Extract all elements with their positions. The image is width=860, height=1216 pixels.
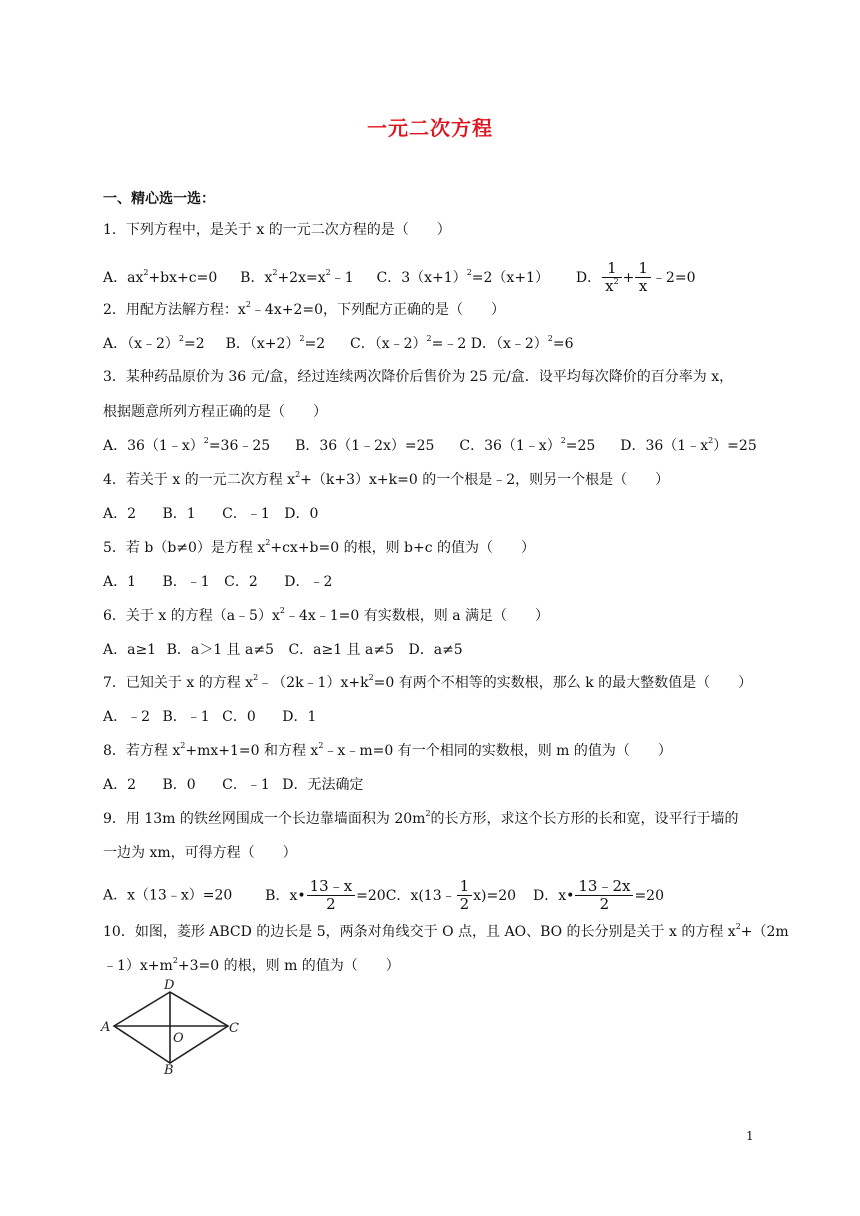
q6-option-c: C．a≥1 且 a≠5 <box>288 642 395 658</box>
rhombus-figure <box>100 975 242 1075</box>
q6-stem: 6．关于 x 的方程$(a﹣5)x^2﹣4x﹣1=0$ 有实数根，则 a 满足（ ） <box>103 606 549 624</box>
q8-stem: 8．若方程 $x^2+mx+1=0$ 和方程 $x^2﹣x﹣m=0$ 有一个相同的实数根，则 m 的值为（ ） <box>103 741 672 759</box>
q7-option-b: B．﹣1 <box>162 709 210 725</box>
vertex-label-d: D <box>164 978 175 993</box>
q3-options <box>103 436 757 456</box>
q10-stem-line2: $﹣1)x+m^2+3=0$ 的根，则 m 的值为（ ） <box>103 956 400 974</box>
fraction: $\frac{1}{x}$ <box>635 260 651 295</box>
q4-stem: 4．若关于 x 的一元二次方程 $x^2+(k+3)x+k=0$ 的一个根是﹣2，则另一个根是（ ） <box>103 470 670 488</box>
q7-stem: 7．已知关于 x 的方程 $x^2﹣(2k﹣1)x+k^2=0$ 有两个不相等的实数根，那么 k 的最大整数值是（ ） <box>103 673 753 691</box>
page-title: 一元二次方程 <box>367 116 493 140</box>
q3-stem-line2: 根据题意所列方程正确的是（ ） <box>103 404 327 420</box>
page-number: 1 <box>746 1129 754 1143</box>
q1-option-c: C．$3(x+1)^2=2(x+1)$ <box>376 267 549 286</box>
q5-option-d: D．﹣2 <box>284 574 333 590</box>
q9-option-d: D．x• $\frac{13﹣2x}{2}$ =20 <box>532 877 664 913</box>
q3-option-b: B．36（1﹣2x）=25 <box>295 438 435 454</box>
q5-option-b: B．﹣1 <box>162 574 210 590</box>
q3-option-d: D．$36(1﹣x^2)=25$ <box>620 436 757 454</box>
q10-stem-line1: 10．如图，菱形 ABCD 的边长是 5，两条对角线交于 O 点，且 AO、BO 的长分别是关于 x 的方程 $x^2+(2m$ <box>103 922 789 940</box>
q2-option-b: B．$(x+2)^2=2$ <box>225 334 326 352</box>
q7-options <box>103 707 316 727</box>
fraction: $\frac{1}{x^2}$ <box>602 260 622 295</box>
q4-options <box>103 504 318 524</box>
vertex-label-c: C <box>229 1021 239 1036</box>
q8-option-b: B．0 <box>162 777 196 793</box>
q3-option-c: C．36（1﹣x）$^2$=25 <box>459 436 596 454</box>
q1-option-d: D． $\frac{1}{x^2}$ + $\frac{1}{x}$ ﹣2=0 <box>575 259 696 295</box>
center-label-o: O <box>173 1031 184 1046</box>
q9-stem-line2: 一边为 xm，可得方程（ ） <box>103 845 297 861</box>
q7-option-c: C．0 <box>222 709 256 725</box>
vertex-label-a: A <box>101 1020 111 1035</box>
q1-option-b: B．$x^2+2x=x^2﹣1$ <box>240 267 354 286</box>
q4-option-d: D．0 <box>284 506 319 522</box>
q2-stem: 2．用配方法解方程：$x^2﹣4x+2=0$，下列配方正确的是（ ） <box>103 300 505 318</box>
q8-option-d: D．无法确定 <box>282 777 364 793</box>
q9-stem-line1: 9．用 13m 的铁丝网围成一个长边靠墙面积为 $20m^2$的长方形，求这个长方形的长和宽，设平行于墙的 <box>103 809 739 827</box>
q6-option-b: B．a＞1 且 a≠5 <box>166 642 274 658</box>
q1-option-a: A．$ax^2+bx+c=0$ <box>103 267 218 286</box>
q9-option-b: B．x• $\frac{13﹣x}{2}$ =20 <box>265 877 386 913</box>
q5-stem: 5．若 b（b≠0）是方程 $x^2+cx+b=0$ 的根，则 b+c 的值为（ ） <box>103 538 536 556</box>
q4-option-c: C．﹣1 <box>222 506 270 522</box>
q6-option-a: A．a≥1 <box>103 642 157 658</box>
q6-options <box>103 640 463 660</box>
q3-stem-line1: 3．某种药品原价为 36 元/盒，经过连续两次降价后售价为 25 元/盒．设平均每次降价的百分率为 x， <box>103 369 734 385</box>
q6-option-d: D．a≠5 <box>408 642 463 658</box>
section-heading: 一、精心选一选： <box>103 191 215 207</box>
q2-options <box>103 334 574 354</box>
q9-option-c: C．x(13﹣ $\frac{1}{2}$ x)=20 <box>385 877 517 913</box>
q5-option-a: A．1 <box>103 574 137 590</box>
q1-stem: 1．下列方程中，是关于 x 的一元二次方程的是（ ） <box>103 222 451 238</box>
q2-option-c: C．（x﹣2）$^2$=﹣2 <box>350 334 467 352</box>
q2-option-a: A．（x﹣2）$^2$=2 <box>103 334 205 352</box>
q1-options <box>103 260 695 295</box>
q8-options <box>103 775 363 795</box>
vertex-label-b: B <box>164 1063 174 1075</box>
q9-option-a: A．x（13﹣x）=20 <box>103 887 233 904</box>
q5-options <box>103 572 332 592</box>
q3-option-a: A．36（1﹣x）$^2$=36﹣25 <box>103 436 271 454</box>
q9-options <box>103 878 664 913</box>
q8-option-c: C．﹣1 <box>222 777 270 793</box>
fraction: $\frac{1}{2}$ <box>457 878 473 913</box>
q2-option-d: D．（x﹣2）$^2$=6 <box>470 334 574 352</box>
q8-option-a: A．2 <box>103 777 137 793</box>
q5-option-c: C．2 <box>224 574 258 590</box>
q4-option-a: A．2 <box>103 506 137 522</box>
fraction: $\frac{13﹣2x}{2}$ <box>575 878 633 913</box>
q7-option-a: A．﹣2 <box>103 709 151 725</box>
rhombus-outline <box>114 992 228 1063</box>
q7-option-d: D．1 <box>282 709 317 725</box>
q4-option-b: B．1 <box>162 506 196 522</box>
fraction: $\frac{13﹣x}{2}$ <box>307 878 356 913</box>
